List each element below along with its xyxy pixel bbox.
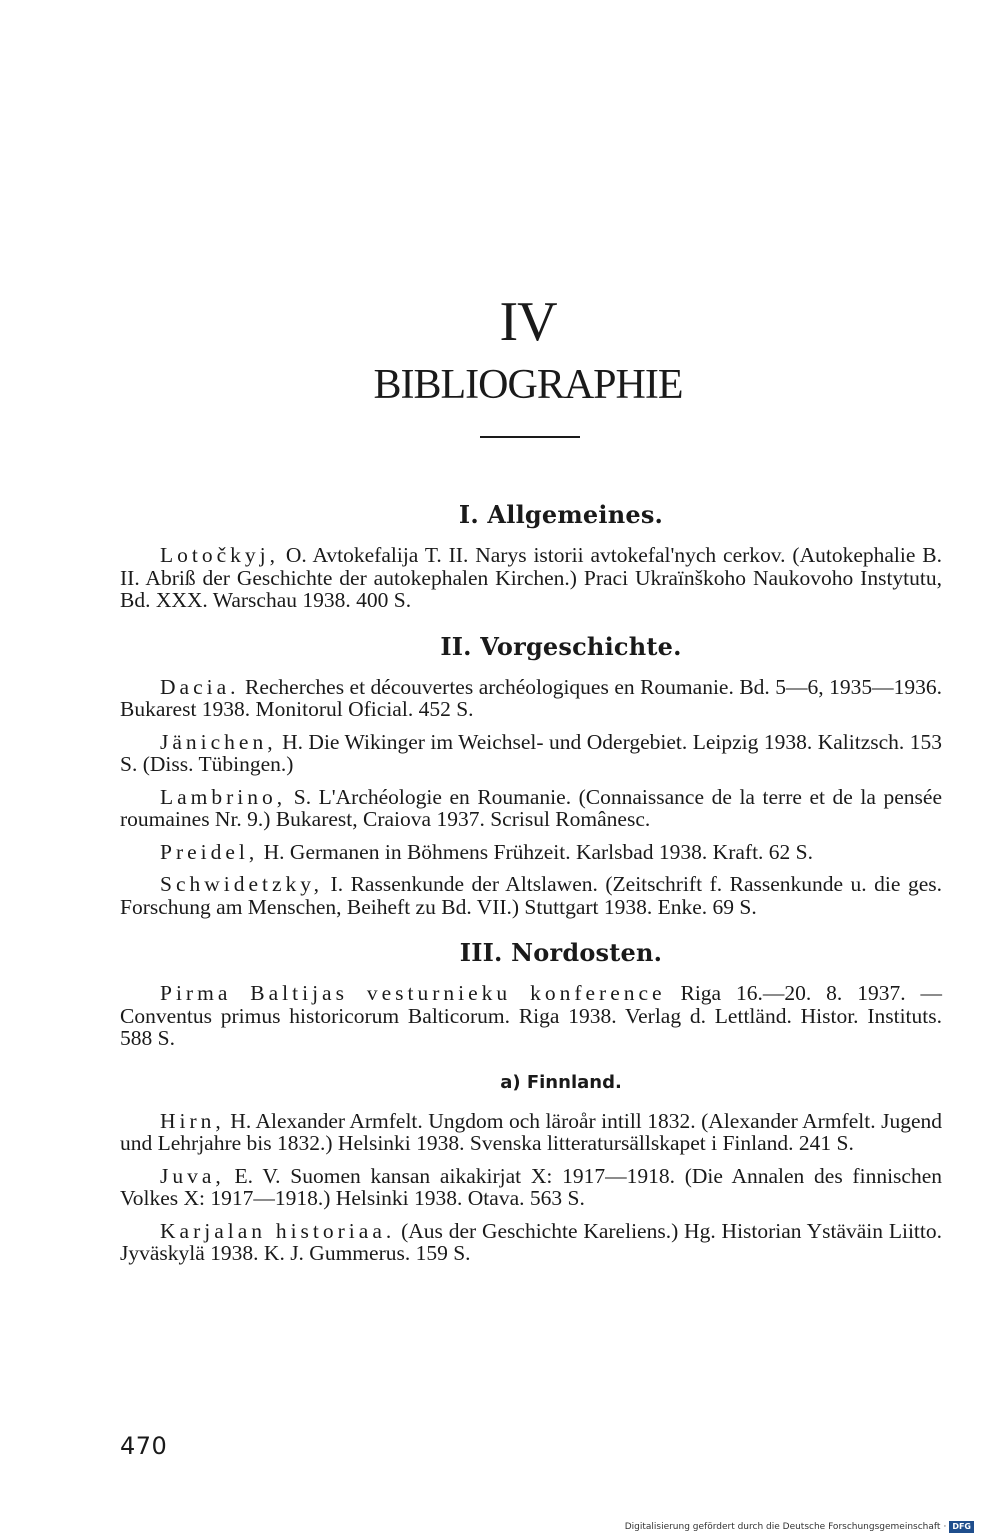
- bibliography-entry: [120, 1165, 942, 1210]
- dfg-logo: DFG: [949, 1521, 974, 1533]
- entry-author: Lambrino,: [160, 784, 287, 809]
- entry-text: Recherches et découvertes archéologiques en Roumanie. Bd. 5—6, 1935—1936. Bukarest 1938. Monitorul Oficial. 452 S.: [120, 674, 942, 721]
- subsection-heading-finnland: a) Finnland.: [500, 1071, 622, 1093]
- bibliography-entry: [120, 841, 942, 864]
- entry-author: Dacia.: [160, 674, 240, 699]
- section-heading-allgemeines: I. Allgemeines.: [458, 500, 664, 529]
- entry-text: O. Avtokefalija T. II. Narys istorii avtokefal'nych cerkov. (Autokephalie B. II. Abriß der Geschichte der autokephalen Kirchen.) Praci Ukraïnškoho Naukovoho Instytutu, Bd. XXX. Warschau 1938. 400 S.: [120, 543, 942, 612]
- entry-author: Juva,: [160, 1163, 225, 1188]
- bibliography-entry: [120, 1110, 942, 1155]
- entry-author: Hirn,: [160, 1108, 225, 1133]
- entry-author: Lotočkyj,: [160, 543, 279, 567]
- entry-author: Karjalan historiaa.: [160, 1218, 396, 1243]
- entry-text: H. Alexander Armfelt. Ungdom och läroår intill 1832. (Alexander Armfelt. Jugend und Lehrjahre bis 1832.) Helsinki 1938. Svenska litteratursällskapet i Finland. 241 S.: [120, 1108, 942, 1155]
- bibliography-content: [120, 500, 942, 1265]
- bibliography-entry: [120, 544, 942, 612]
- entry-text: E. V. Suomen kansan aikakirjat X: 1917—1918. (Die Annalen des finnischen Volkes X: 1917—1918.) Helsinki 1938. Otava. 563 S.: [120, 1163, 942, 1210]
- bibliography-entry: [120, 731, 942, 776]
- entry-text: H. Germanen in Böhmens Frühzeit. Karlsbad 1938. Kraft. 62 S.: [258, 839, 813, 864]
- bibliography-entry: [120, 982, 942, 1050]
- section-heading-nordosten: III. Nordosten.: [459, 938, 663, 967]
- bibliography-entry: [120, 1220, 942, 1265]
- part-number: IV: [499, 291, 557, 353]
- title-divider: [480, 436, 580, 438]
- bibliography-entry: [120, 676, 942, 721]
- entry-author: Pirma Baltijas vesturnieku konference: [160, 981, 666, 1005]
- entry-author: Schwidetzky,: [160, 872, 324, 896]
- part-title: BIBLIOGRAPHIE: [373, 362, 683, 408]
- entry-text: I. Rassenkunde der Altslawen. (Zeitschrift f. Rassenkunde u. die ges. Forschung am Menschen, Beiheft zu Bd. VII.) Stuttgart 1938. Enke. 69 S.: [120, 872, 942, 919]
- section-heading-vorgeschichte: II. Vorgeschichte.: [440, 631, 682, 661]
- entry-author: Jänichen,: [160, 729, 277, 754]
- credit-text: Digitalisierung gefördert durch die Deutsche Forschungsgemeinschaft: [624, 1522, 941, 1532]
- entry-text: H. Die Wikinger im Weichsel- und Odergebiet. Leipzig 1938. Kalitzsch. 153 S. (Diss. Tübingen.): [120, 729, 942, 776]
- bibliography-entry: [120, 873, 942, 918]
- entry-text: (Aus der Geschichte Kareliens.) Hg. Historian Ystäväin Liitto. Jyväskylä 1938. K. J. Gummerus. 159 S.: [120, 1218, 942, 1265]
- entry-text: S. L'Archéologie en Roumanie. (Connaissance de la terre et de la pensée roumaines Nr. 9.) Bukarest, Craiova 1937. Scrisul Românesc.: [120, 784, 942, 831]
- entry-author: Preidel,: [160, 839, 259, 864]
- digitization-credit: Digitalisierung gefördert durch die Deutsche Forschungsgemeinschaft · DFG: [625, 1521, 974, 1533]
- page-number: 470: [120, 1432, 168, 1460]
- bibliography-entry: [120, 786, 942, 831]
- entry-text: Riga 16.—20. 8. 1937. — Conventus primus historicorum Balticorum. Riga 1938. Verlag d. Lettländ. Histor. Instituts. 588 S.: [120, 981, 942, 1050]
